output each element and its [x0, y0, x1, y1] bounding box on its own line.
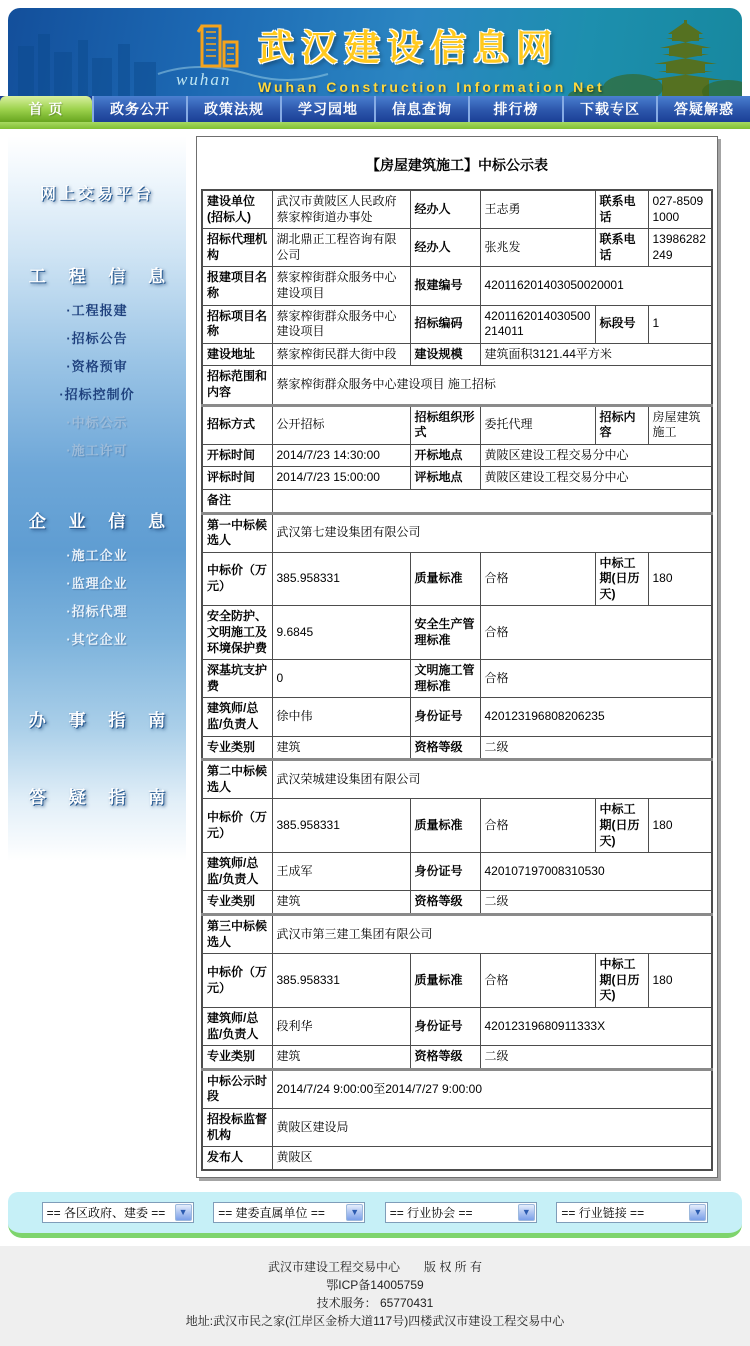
field-label: 招投标监督机构 [202, 1108, 272, 1146]
field-value: 房屋建筑施工 [648, 405, 712, 444]
site-banner [8, 8, 742, 96]
field-value: 180 [648, 799, 712, 853]
sidebar-item[interactable]: ·其它企业 [66, 632, 128, 647]
field-label: 联系电话 [595, 229, 648, 267]
field-value: 黄陂区 [272, 1147, 712, 1170]
nav-tab-政务公开[interactable]: 政务公开 [92, 96, 186, 122]
building-logo-icon [188, 18, 246, 70]
field-value: 蔡家榨街民群大街中段 [272, 343, 410, 366]
field-label: 中标公示时段 [202, 1069, 272, 1108]
table-row [202, 1069, 712, 1108]
nav-tab-学习园地[interactable]: 学习园地 [280, 96, 374, 122]
sidebar-section-title[interactable]: 企 业 信 息 [28, 512, 175, 531]
field-label: 专业类别 [202, 736, 272, 760]
table-row [202, 267, 712, 305]
field-label: 招标组织形式 [410, 405, 480, 444]
field-label: 发布人 [202, 1147, 272, 1170]
field-value: 建筑 [272, 891, 410, 915]
field-value: 黄陂区建设局 [272, 1108, 712, 1146]
footer-address: 地址:武汉市民之家(江岸区金桥大道117号)四楼武汉市建设工程交易中心 [185, 1313, 565, 1328]
sidebar-item[interactable]: ·招标代理 [66, 604, 128, 619]
links-dropdown-value: == 各区政府、建委 == [46, 1205, 166, 1220]
field-value: 建筑 [272, 736, 410, 760]
table-row [202, 366, 712, 405]
field-value: 王成军 [272, 853, 410, 891]
footer-tech-support: 技术服务： 65770431 [316, 1295, 434, 1310]
field-value: 建筑 [272, 1046, 410, 1070]
nav-tab-答疑解惑[interactable]: 答疑解惑 [656, 96, 750, 122]
links-dropdown[interactable] [213, 1202, 365, 1223]
table-row [202, 891, 712, 915]
field-value: 武汉第七建设集团有限公司 [272, 513, 712, 552]
notice-table [201, 189, 713, 1171]
field-value: 420123196808206235 [480, 698, 712, 736]
site-title: 武汉建设信息网 [258, 27, 560, 68]
table-row [202, 799, 712, 853]
table-row [202, 467, 712, 490]
field-value: 2014/7/24 9:00:00至2014/7/27 9:00:00 [272, 1069, 712, 1108]
field-label: 联系电话 [595, 190, 648, 229]
nav-underline-strip [0, 122, 750, 129]
table-row [202, 853, 712, 891]
chevron-down-icon[interactable]: ▼ [518, 1204, 535, 1221]
field-label: 招标项目名称 [202, 305, 272, 343]
field-value: 180 [648, 552, 712, 606]
links-dropdown-value: == 建委直属单位 == [218, 1205, 325, 1220]
table-row [202, 305, 712, 343]
field-label: 开标时间 [202, 444, 272, 467]
field-label: 经办人 [410, 190, 480, 229]
field-label: 安全生产管理标准 [410, 606, 480, 660]
table-row [202, 1108, 712, 1146]
sidebar-item[interactable]: ·资格预审 [66, 359, 128, 374]
nav-tab-信息查询[interactable]: 信息查询 [374, 96, 468, 122]
sidebar-sections [8, 262, 186, 808]
sidebar-item-list [8, 297, 186, 465]
field-value: 2014/7/23 14:30:00 [272, 444, 410, 467]
field-value: 13986282249 [648, 229, 712, 267]
field-label: 质量标准 [410, 552, 480, 606]
field-label: 专业类别 [202, 891, 272, 915]
nav-tab-首页[interactable]: 首 页 [0, 96, 92, 122]
field-label: 建筑师/总监/负责人 [202, 1007, 272, 1045]
sidebar [8, 136, 186, 876]
field-value: 合格 [480, 954, 595, 1008]
field-value: 合格 [480, 552, 595, 606]
table-row [202, 190, 712, 229]
field-label: 开标地点 [410, 444, 480, 467]
field-label: 中标工期(日历天) [595, 799, 648, 853]
field-label: 招标内容 [595, 405, 648, 444]
notice-table-body [202, 190, 712, 1170]
table-row [202, 736, 712, 760]
chevron-down-icon[interactable]: ▼ [346, 1204, 363, 1221]
field-value: 2014/7/23 15:00:00 [272, 467, 410, 490]
nav-tab-政策法规[interactable]: 政策法规 [186, 96, 280, 122]
field-label: 资格等级 [410, 891, 480, 915]
chevron-down-icon[interactable]: ▼ [175, 1204, 192, 1221]
sidebar-item[interactable]: ·施工企业 [66, 548, 128, 563]
field-value: 二级 [480, 891, 712, 915]
field-label: 建设规模 [410, 343, 480, 366]
links-dropdown[interactable] [385, 1202, 537, 1223]
sidebar-section-title[interactable]: 工 程 信 息 [28, 267, 175, 286]
field-label: 中标工期(日历天) [595, 954, 648, 1008]
field-value: 委托代理 [480, 405, 595, 444]
field-value: 武汉市第三建工集团有限公司 [272, 914, 712, 953]
field-label: 中标价（万元） [202, 552, 272, 606]
table-row [202, 914, 712, 953]
field-value: 蔡家榨街群众服务中心建设项目 施工招标 [272, 366, 712, 405]
field-value: 1 [648, 305, 712, 343]
field-value: 0 [272, 660, 410, 698]
field-value: 蔡家榨街群众服务中心建设项目 [272, 305, 410, 343]
main-nav [0, 96, 750, 122]
page [0, 8, 750, 1346]
footer-icp: 鄂ICP备14005759 [326, 1277, 424, 1292]
field-label: 评标地点 [410, 467, 480, 490]
field-value: 徐中伟 [272, 698, 410, 736]
field-label: 标段号 [595, 305, 648, 343]
table-row [202, 1007, 712, 1045]
field-value: 黄陂区建设工程交易分中心 [480, 444, 712, 467]
field-value: 420107197008310530 [480, 853, 712, 891]
links-dropdown[interactable] [556, 1202, 708, 1223]
field-label: 安全防护、文明施工及环境保护费 [202, 606, 272, 660]
field-label: 身份证号 [410, 1007, 480, 1045]
notice-panel [196, 136, 718, 1178]
field-value: 385.958331 [272, 552, 410, 606]
sidebar-item[interactable]: ·监理企业 [66, 576, 128, 591]
field-label: 第一中标候选人 [202, 513, 272, 552]
table-row [202, 513, 712, 552]
table-row [202, 1147, 712, 1170]
field-value [272, 489, 712, 513]
field-label: 备注 [202, 489, 272, 513]
field-label: 建设地址 [202, 343, 272, 366]
field-label: 质量标准 [410, 799, 480, 853]
field-label: 报建编号 [410, 267, 480, 305]
field-label: 资格等级 [410, 1046, 480, 1070]
field-value: 段利华 [272, 1007, 410, 1045]
table-row [202, 489, 712, 513]
field-value: 9.6845 [272, 606, 410, 660]
table-row [202, 552, 712, 606]
field-value: 王志勇 [480, 190, 595, 229]
field-label: 文明施工管理标准 [410, 660, 480, 698]
table-row [202, 343, 712, 366]
table-row [202, 698, 712, 736]
table-row [202, 954, 712, 1008]
sidebar-item[interactable]: ·施工许可 [66, 443, 128, 458]
field-value: 建筑面积3121.44平方米 [480, 343, 712, 366]
field-value: 公开招标 [272, 405, 410, 444]
sidebar-item[interactable]: ·招标控制价 [59, 387, 135, 402]
links-dropdown-value: == 行业链接 == [561, 1205, 645, 1220]
table-row [202, 405, 712, 444]
field-label: 身份证号 [410, 698, 480, 736]
field-label: 报建项目名称 [202, 267, 272, 305]
field-label: 中标价（万元） [202, 954, 272, 1008]
field-value: 42012319680911333X [480, 1007, 712, 1045]
sidebar-item[interactable]: ·中标公示 [66, 415, 128, 430]
field-value: 合格 [480, 660, 712, 698]
sidebar-item-list [8, 542, 186, 654]
field-value: 4201162014030500214011 [480, 305, 595, 343]
field-value: 二级 [480, 1046, 712, 1070]
table-row [202, 229, 712, 267]
sidebar-item[interactable]: ·工程报建 [66, 303, 128, 318]
table-row [202, 760, 712, 799]
field-value: 黄陂区建设工程交易分中心 [480, 467, 712, 490]
banner-titles [258, 20, 678, 95]
field-value: 027-85091000 [648, 190, 712, 229]
table-row [202, 1046, 712, 1070]
field-label: 第三中标候选人 [202, 914, 272, 953]
field-label: 招标代理机构 [202, 229, 272, 267]
field-label: 中标工期(日历天) [595, 552, 648, 606]
field-label: 第二中标候选人 [202, 760, 272, 799]
content-row [0, 129, 750, 1186]
field-label: 身份证号 [410, 853, 480, 891]
site-logo [176, 16, 256, 92]
field-value: 180 [648, 954, 712, 1008]
field-value: 湖北鼎正工程咨询有限公司 [272, 229, 410, 267]
sidebar-platform-title: 网上交易平台 [39, 186, 154, 203]
field-value: 合格 [480, 606, 712, 660]
table-row [202, 444, 712, 467]
field-value: 蔡家榨街群众服务中心建设项目 [272, 267, 410, 305]
field-label: 深基坑支护费 [202, 660, 272, 698]
field-value: 张兆发 [480, 229, 595, 267]
field-label: 招标编码 [410, 305, 480, 343]
footer-copyright: 武汉市建设工程交易中心 版 权 所 有 [267, 1259, 482, 1274]
site-subtitle: Wuhan Construction Information Net [258, 79, 605, 95]
notice-table-title: 【房屋建筑施工】中标公示表 [366, 157, 548, 173]
links-dropdown-value: == 行业协会 == [389, 1205, 473, 1220]
sidebar-section-title[interactable]: 答 疑 指 南 [28, 788, 175, 807]
field-label: 建筑师/总监/负责人 [202, 853, 272, 891]
field-value: 合格 [480, 799, 595, 853]
nav-tab-排行榜[interactable]: 排行榜 [468, 96, 562, 122]
table-row [202, 660, 712, 698]
sidebar-item[interactable]: ·招标公告 [66, 331, 128, 346]
field-value: 385.958331 [272, 954, 410, 1008]
field-label: 招标方式 [202, 405, 272, 444]
field-value: 二级 [480, 736, 712, 760]
field-label: 专业类别 [202, 1046, 272, 1070]
links-dropdown[interactable] [42, 1202, 194, 1223]
friendly-links-bar [8, 1192, 742, 1238]
table-row [202, 606, 712, 660]
field-label: 建筑师/总监/负责人 [202, 698, 272, 736]
field-label: 资格等级 [410, 736, 480, 760]
nav-tab-下载专区[interactable]: 下载专区 [562, 96, 656, 122]
field-label: 招标范围和内容 [202, 366, 272, 405]
field-value: 385.958331 [272, 799, 410, 853]
field-label: 中标价（万元） [202, 799, 272, 853]
field-label: 经办人 [410, 229, 480, 267]
field-label: 质量标准 [410, 954, 480, 1008]
field-value: 武汉荣城建设集团有限公司 [272, 760, 712, 799]
site-footer [0, 1246, 750, 1346]
sidebar-section-title[interactable]: 办 事 指 南 [28, 711, 175, 730]
field-label: 建设单位(招标人) [202, 190, 272, 229]
field-value: 武汉市黄陂区人民政府蔡家榨街道办事处 [272, 190, 410, 229]
logo-script-text: wuhan [176, 70, 232, 89]
chevron-down-icon[interactable]: ▼ [689, 1204, 706, 1221]
field-label: 评标时间 [202, 467, 272, 490]
field-value: 420116201403050020001 [480, 267, 712, 305]
